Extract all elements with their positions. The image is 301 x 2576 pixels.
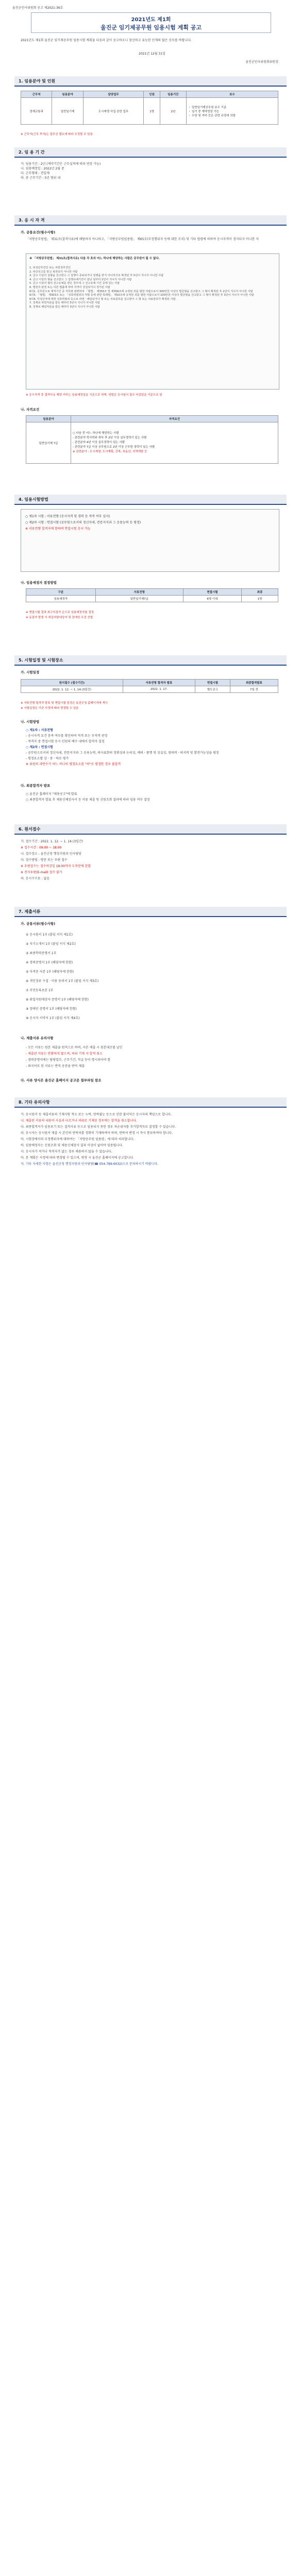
- list-item: ※ 위원의 과반수가 어느 하나의 평정요소를 "하"로 평정한 경우 불합격: [26, 762, 121, 766]
- list-item: 4. 금고 이상의 형을 선고받고 그 집행유예기간이 끝난 날부터 2년이 지나지 아니한 사람: [29, 278, 132, 281]
- table-cell: 2022. 1. 17.: [123, 686, 195, 693]
- list-item: 나. 제출된 서류의 내용이 사실과 다르거나 허위로 기재된 경우에는 합격을 취소합니다.: [21, 1119, 137, 1123]
- table-cell: 경제교통과: [21, 98, 52, 125]
- list-item: ⑥ 개인정보 수집ㆍ이용 동의서 1부 (붙임 서식 제3호): [26, 979, 99, 983]
- disqualification-list: [29, 266, 275, 310]
- table-cell-qualification: ○ 다음 중 어느 하나에 해당하는 사람 - 관련분야 학사학위 취득 후 2년 이상 실무경력이 있는 사람 - 관련분야 4년 이상 실무경력이 있는 사람 - 관련분야 7급 이상 공무원으로 2년 이상 근무한 경력이 있는 사람 ※ 관련분야 : 도시재생, 도시계획, 건축, 부동산, 지역개발 등: [71, 422, 278, 464]
- s6-list: [21, 839, 283, 882]
- list-item: ○ 제2차 시험 : 면접시험 (공무원으로서의 정신자세, 전문지식과 그 응용능력 등 평정): [25, 521, 141, 524]
- list-item: ⑧ 취업지원대상자 증명서 1부 (해당자에 한함): [26, 998, 89, 1002]
- s4-note-2: ※ 동점자 발생 시 취업지원대상자 및 장애인 우선 선발: [26, 616, 93, 619]
- table-cell: 별도공고: [195, 686, 230, 693]
- title-box: [31, 12, 271, 33]
- list-item: 2. 파산선고를 받고 복권되지 아니한 사람: [29, 270, 78, 274]
- table-cell: 1명: [144, 98, 160, 125]
- s3-b-title: 나. 자격요건: [21, 408, 40, 412]
- s8-list: [21, 1112, 283, 1167]
- section-header-4: 4. 임용시험방법: [14, 495, 287, 505]
- list-item: 나. 접수장소 : 울진군청 행정지원과 인사담당: [21, 852, 81, 856]
- list-item: - 외국어로 된 서류는 번역 공증을 받아 제출: [26, 1064, 85, 1068]
- list-item: 가. 응시원서 등 제출서류의 기재사항 착오 또는 누락, 연락불능 등으로 인한 불이익은 응시자의 책임으로 합니다.: [21, 1113, 172, 1116]
- list-item: 라. 총 근무기간 : 5년 범위 내: [21, 176, 61, 180]
- s2-list: [21, 162, 283, 180]
- s5b-list: [26, 727, 278, 767]
- s3-a-title: 가. 공통요건(필수사항): [21, 230, 56, 234]
- list-item: 7. 징계로 파면처분을 받은 때부터 5년이 지나지 아니한 사람: [29, 301, 100, 305]
- list-item: 자. 기타 자세한 사항은 울진군청 행정지원과 인사담당(☎ 054-789-6032)으로 문의하시기 바랍니다.: [21, 1162, 158, 1166]
- list-item: 6. 법원의 판결 또는 다른 법률에 따라 자격이 상실되거나 정지된 사람: [29, 285, 110, 289]
- table-header: 보수: [186, 91, 278, 98]
- table-cell: 2022. 1. 12. ~ 1. 14.(3일간): [21, 686, 123, 693]
- table-cell: 7일 전: [230, 686, 278, 693]
- list-item: 가. 임용기간 : 2년 (계약기간은 근무실적에 따라 연장 가능): [21, 162, 101, 166]
- list-item: ○ 제2차 : 면접시험: [26, 745, 53, 749]
- list-item: ○ 제1차 시험 : 서류전형 (응시자격 및 경력 등 적격 여부 심사): [25, 515, 110, 518]
- table-header: 구분: [26, 589, 96, 596]
- table-header: 최종합격발표: [230, 680, 278, 686]
- table1-note: ※ 근무지(근무 부서)는 업무상 필요에 따라 조정될 수 있음: [21, 133, 93, 136]
- list-item: 1. 피성년후견인 또는 피한정후견인: [29, 266, 71, 269]
- table-header: 서류전형 합격자 발표: [123, 680, 195, 686]
- section-header-6: 6. 원서접수: [14, 824, 287, 835]
- document-number: 울진군인사위원회 공고 제2021-36호: [12, 6, 63, 10]
- table-header: 근무처: [21, 91, 52, 98]
- table-positions: [21, 91, 278, 125]
- s3-a-text: 「지방공무원법」 제31조(결격사유)에 해당하지 아니하고, 「지방공무원임용령」 제65조(부정행위자 등에 대한 조치) 및 기타 법령에 의하여 응시자격이 정지되지 아니한 자: [26, 238, 259, 241]
- list-item: ○ 최종합격자 발표 후 채용신체검사서 등 서류 제출 및 신원조회 결과에 따라 임용 여부 결정: [26, 798, 150, 802]
- list-item: - 공무원으로서의 정신자세, 전문지식과 그 응용능력, 의사표현의 정확성과 논리성, 예의ㆍ품행 및 성실성, 창의력ㆍ의지력 및 발전가능성을 평정: [26, 751, 219, 755]
- list-item: 아. 본 계획은 사정에 따라 변경될 수 있으며, 변경 시 울진군 홈페이지에 공고합니다.: [21, 1156, 134, 1160]
- disqualification-box: [26, 253, 279, 389]
- list-item: - 모든 서류는 원본 제출을 원칙으로 하며, 사본 제출 시 원본대조필 날인: [26, 1046, 123, 1049]
- list-item: 사. 응시자가 적거나 적격자가 없는 경우 채용하지 않을 수 있습니다.: [21, 1150, 112, 1154]
- table-header: 자격요건: [71, 416, 278, 422]
- s4-note-1: ※ 면접시험 결과 최고득점자 순으로 임용예정자를 결정: [26, 611, 94, 614]
- list-item: ⑦ 주민등록초본 1부: [26, 989, 54, 992]
- list-item: 다. 접수방법 : 방문 또는 우편 접수: [21, 858, 68, 862]
- list-item: ③ 최종학력증명서 1부: [26, 952, 57, 955]
- s5-note-2: ※ 시험일정은 기관 사정에 따라 변경될 수 있음: [21, 707, 79, 710]
- list-item: - 경력증명서에는 담당업무, 근무기간, 직급 등이 명시되어야 함: [26, 1058, 111, 1062]
- table-header: 담당업무: [83, 91, 144, 98]
- list-item: ⑨ 장애인 증명서 1부 (해당자에 한함): [26, 1007, 77, 1011]
- table-cell-pay: ・ 일반임기제공무원 보수 기준 ・ 임기 중 계약연장 가능 ・ 수당 및 여비 등은 관련 규정에 의함: [186, 98, 278, 125]
- section-header-3: 3. 응 시 자 격: [14, 215, 287, 226]
- section-header-7: 7. 제출서류: [14, 907, 287, 917]
- s7-c-title: 다. 서류 양식은 울진군 홈페이지 공고문 첨부파일 참조: [21, 1078, 102, 1082]
- table-header: 최종: [242, 589, 278, 596]
- list-item: ※ 전자우편(E-mail) 접수 불가: [21, 871, 62, 874]
- list-item: 바. 임용예정자는 신원조회 및 채용신체검사 결과 이상이 없어야 임용됩니다.: [21, 1144, 123, 1147]
- list-item: 3. 금고 이상의 실형을 선고받고 그 집행이 종료되거나 집행을 받지 아니하기로 확정된 후 5년이 지나지 아니한 사람: [29, 274, 164, 278]
- table-header: 인원: [144, 91, 160, 98]
- table-cell: 1명: [242, 596, 278, 602]
- s5b-title: 나. 시험방법: [21, 720, 40, 724]
- announce-date: 2021년 12월 31일: [139, 52, 165, 56]
- list-item: ④ 경력증명서 1부 (해당자에 한함): [26, 961, 73, 964]
- list-item: 라. 응시수수료 : 없음: [21, 877, 50, 880]
- s5-note-1: ※ 서류전형 합격자 발표 및 면접시험 일정은 울진군청 홈페이지에 게시: [21, 702, 108, 705]
- table-cell: 일반임기제 7급: [26, 422, 71, 464]
- s7-title: 가. 공통서류(필수사항): [21, 922, 56, 926]
- s7-b-list: [26, 1045, 278, 1070]
- table-header: 서류전형: [95, 589, 183, 596]
- s3-a-note: ※ 응시자격 중 결격사유 해당 여부는 임용예정일을 기준으로 하며, 연령은 응시원서 접수 마감일을 기준으로 함: [26, 394, 162, 397]
- list-item: ⑤ 자격증 사본 1부 (해당자에 한함): [26, 970, 74, 974]
- s7-list: [26, 930, 278, 1023]
- section-header-8: 8. 기타 유의사항: [14, 1097, 287, 1108]
- list-item: ① 응시원서 1부 (붙임 서식 제1호): [26, 933, 73, 937]
- list-item: 6의3. 「형법」 제303조 또는 「성폭력범죄의 처벌 등에 관한 특례법」 제10조에 규정된 죄를 범한 사람으로서 100만원 이상의 벌금형을 선고받고 그 형이 확정된 후 3년이 지나지 아니한 사람: [29, 294, 254, 297]
- list-item: ※ 접수시간 : 09:00 ~ 18:00: [21, 846, 62, 850]
- s4-sub-title: 나. 임용예정자 결정방법: [21, 581, 57, 585]
- table-qualifications: [26, 415, 278, 464]
- table-header: 면접시험: [195, 680, 230, 686]
- s7-b-title: 나. 제출서류 유의사항: [21, 1036, 54, 1040]
- title-line2: 울진군 임기제공무원 임용시험 계획 공고: [101, 24, 202, 31]
- list-item: - 적격자 중 면접시험 응시 인원의 배수 내에서 합격자 결정: [26, 740, 105, 743]
- list-item: - 응시자격 요건 충족 여부를 확인하여 적격 또는 부적격 판정: [26, 734, 108, 738]
- list-item: 가. 접수기간 : 2022. 1. 12. ~ 1. 14.(3일간): [21, 840, 83, 843]
- list-item: ※ 우편접수는 접수마감일 18:00까지 도착분에 한함: [21, 865, 91, 868]
- table-header: 면접시험: [183, 589, 241, 596]
- table-header: 임용분야: [26, 416, 71, 422]
- list-item: 8. 징계로 해임처분을 받은 때부터 3년이 지나지 아니한 사람: [29, 305, 100, 309]
- list-item: ⑩ 응시자 서약서 1부 (붙임 서식 제4호): [26, 1016, 80, 1020]
- table-cell: 일반임기제7급: [95, 596, 183, 602]
- table-cell: 도시재생 사업 관련 업무: [83, 98, 144, 125]
- s5-title: 가. 시험일정: [21, 670, 40, 674]
- list-item: ○ 울진군 홈페이지 "채용공고"에 발표: [26, 792, 77, 796]
- list-item: - 제출된 서류는 반환하지 않으며, 허위 기재 시 합격 취소: [26, 1052, 103, 1056]
- s5c-list: [26, 791, 278, 803]
- table-selection: [26, 588, 278, 602]
- list-item: 나. 임용예정일 : 2022년 2월 중: [21, 167, 64, 171]
- issuer: 울진군인사위원회위원장: [245, 60, 278, 64]
- list-item: ※ 서류전형 합격자에 한하여 면접시험 응시 가능: [25, 527, 91, 531]
- table-header: 원서접수 (접수기간): [21, 680, 123, 686]
- table-header: 임용분야: [52, 91, 83, 98]
- table-cell: 2년: [160, 98, 186, 125]
- list-item: 6의2. 공무원으로 재직기간 중 직무와 관련하여 「형법」 제355조 및 제356조에 규정된 죄를 범한 사람으로서 300만원 이상의 벌금형을 선고받고 그 형이 확정된 후 2년이 지나지 아니한 사람: [29, 290, 253, 293]
- list-item: 다. 최종합격자가 임용포기 또는 결격사유 등으로 임용되지 못한 경우 차순위자를 추가합격자로 결정할 수 있습니다.: [21, 1125, 176, 1129]
- title-line1: 2021년도 제1회: [131, 17, 171, 23]
- section-header-1: 1. 임용분야 및 인원: [14, 76, 287, 87]
- table-cell: 임용예정자: [26, 596, 96, 602]
- box-title: ※ 「지방공무원법」 제31조(결격사유) 다음 각 호의 어느 하나에 해당하는 사람은 공무원이 될 수 없다.: [29, 257, 160, 260]
- list-item: 6의4. 미성년자에 대한 성폭력범죄 등으로 파면ㆍ해임되거나 형 또는 치료감호를 선고받아 그 형 또는 치료감호가 확정된 사람: [29, 297, 176, 301]
- table-cell: 6명 이내: [183, 596, 241, 602]
- table-schedule: [21, 679, 278, 693]
- list-item: 5. 금고 이상의 형의 선고유예를 받은 경우에 그 선고유예 기간 중에 있는 사람: [29, 282, 120, 285]
- list-item: 라. 응시자는 응시원서 제출 시 본인의 연락처를 정확히 기재하여야 하며, 연락처 변경 시 즉시 통보하여야 합니다.: [21, 1131, 173, 1135]
- intro-text: 2021년도 제1회 울진군 임기제공무원 임용시험 계획을 다음과 같이 공고하오니 참신하고 유능한 인재의 많은 응모를 바랍니다.: [21, 39, 192, 42]
- exam-method-box: [21, 509, 279, 572]
- s5c-title: 다. 최종합격자 발표: [21, 784, 51, 788]
- section-header-5: 5. 시험일정 및 시험장소: [14, 655, 287, 666]
- list-item: ② 자기소개서 1부 (붙임 서식 제2호): [26, 942, 76, 946]
- list-item: 다. 근무형태 : 전일제: [21, 172, 50, 175]
- table-header: 임용기간: [160, 91, 186, 98]
- list-item: ○ 제1차 : 서류전형: [26, 728, 53, 732]
- table-cell: 일반임기제: [52, 98, 83, 125]
- section-header-2: 2. 임 용 기 간: [14, 147, 287, 158]
- list-item: - 평정요소별 상ㆍ중ㆍ하로 평가: [26, 757, 69, 760]
- list-item: 마. 시험장에서의 부정행위자에 대하여는 「지방공무원 임용령」에 따라 처리합니다.: [21, 1138, 135, 1141]
